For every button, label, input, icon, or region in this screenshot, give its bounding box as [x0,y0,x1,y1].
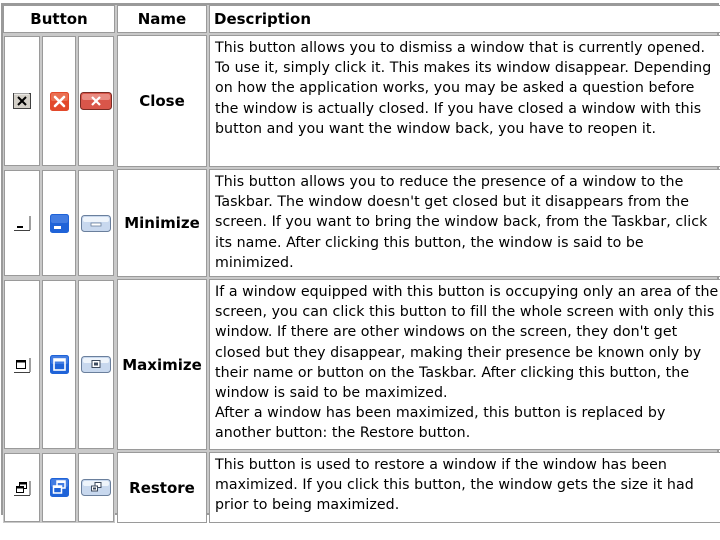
vista-maximize-icon [81,356,111,373]
row-name-minimize: Minimize [117,169,207,277]
xp-minimize-button[interactable] [42,170,76,276]
vista-minimize-button[interactable] [78,170,114,276]
restore-button-icons [3,452,115,523]
header-description: Description [209,5,720,33]
xp-restore-icon [49,477,70,498]
close-button-icons [3,35,115,167]
classic-minimize-icon [13,215,31,231]
row-name-close: Close [117,35,207,167]
classic-restore-icon [13,480,31,496]
vista-close-icon [80,92,112,110]
row-name-maximize: Maximize [117,279,207,450]
classic-close-icon [13,93,31,109]
row-description-minimize: This button allows you to reduce the presence of a window to the Taskbar. The window doesn't get closed but it disappears from the screen. If you want to bring the window back, from the Taskbar, click its name. After clicking this button, the window is said to be minimized. [209,169,720,277]
vista-close-button[interactable] [78,36,114,166]
classic-restore-button[interactable] [4,453,40,522]
maximize-description-extra: After a window has been maximized, this button is replaced by another button: the Restore button. [215,405,666,442]
classic-maximize-button[interactable] [4,280,40,449]
xp-close-icon [49,91,70,112]
header-button: Button [3,5,115,33]
xp-maximize-button[interactable] [42,280,76,449]
header-name: Name [117,5,207,33]
xp-close-button[interactable] [42,36,76,166]
xp-minimize-icon [49,213,70,234]
maximize-description-main: If a window equipped with this button is occupying only an area of the screen, you can click this button to fill the whole screen with only this window. If there are other windows on the screen, they don't get closed but they disappear, making their presence be known only by their name or button on the Taskbar. After clicking this button, the window is said to be maximized. [215,284,719,402]
xp-maximize-icon [49,354,70,375]
minimize-button-icons [3,169,115,277]
classic-close-button[interactable] [4,36,40,166]
row-description-close: This button allows you to dismiss a window that is currently opened. To use it, simply click it. This makes its window disappear. Depending on how the application works, you may be asked a question before the window is actually closed. If you have closed a window with this button and you want the window back, you have to reopen it. [209,35,720,167]
vista-restore-button[interactable] [78,453,114,522]
row-description-maximize [209,279,720,450]
row-description-restore: This button is used to restore a window if the window has been maximized. If you click this button, the window gets the size it had prior to being maximized. [209,452,720,523]
classic-maximize-icon [13,357,31,373]
xp-restore-button[interactable] [42,453,76,522]
vista-maximize-button[interactable] [78,280,114,449]
vista-restore-icon [81,479,111,496]
button-reference-table [1,3,719,515]
vista-minimize-icon [81,215,111,232]
maximize-button-icons [3,279,115,450]
classic-minimize-button[interactable] [4,170,40,276]
row-name-restore: Restore [117,452,207,523]
